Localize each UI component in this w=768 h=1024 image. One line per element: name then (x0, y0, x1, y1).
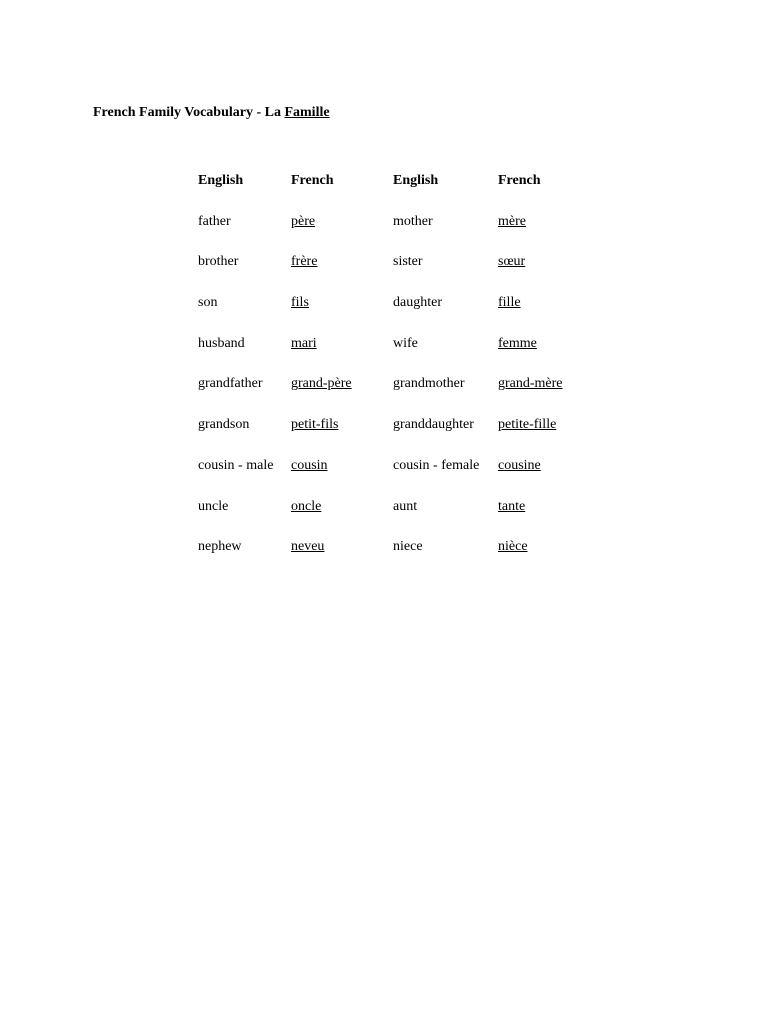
english-word: wife (393, 335, 418, 351)
french-word: grand-mère (498, 376, 563, 392)
french-word: mari (291, 335, 317, 351)
english-word: brother (198, 254, 239, 270)
english-word: daughter (393, 295, 442, 311)
french-word: grand-père (291, 376, 352, 392)
french-word: neveu (291, 539, 325, 555)
french-word: tante (498, 498, 526, 514)
french-word: femme (498, 335, 537, 351)
english-word: grandfather (198, 376, 263, 392)
french-word: nièce (498, 539, 528, 555)
english-word: sister (393, 254, 423, 270)
english-word: grandson (198, 417, 250, 433)
french-word: père (291, 213, 316, 229)
header-english-1: English (198, 173, 244, 188)
header-french-2: French (498, 173, 541, 188)
english-word: nephew (198, 539, 242, 555)
french-word: oncle (291, 498, 322, 514)
french-word: frère (291, 254, 318, 270)
french-word: mère (498, 213, 526, 229)
header-french-1: French (291, 173, 334, 188)
header-english-2: English (393, 173, 439, 188)
french-word: cousin (291, 457, 328, 473)
english-word: husband (198, 335, 245, 351)
english-word: cousin - female (393, 457, 480, 473)
english-word: uncle (198, 498, 229, 514)
english-word: niece (393, 539, 423, 555)
french-word: sœur (498, 254, 526, 270)
french-word: cousine (498, 457, 541, 473)
french-word: fille (498, 295, 521, 311)
page-title (93, 105, 330, 121)
english-word: aunt (393, 498, 418, 514)
english-word: granddaughter (393, 417, 474, 433)
french-word: petite-fille (498, 417, 557, 433)
english-word: father (198, 213, 231, 229)
english-word: mother (393, 213, 433, 229)
english-word: son (198, 295, 218, 311)
title-underlined-word: Famille (284, 105, 330, 120)
french-word: petit-fils (291, 417, 339, 433)
english-word: grandmother (393, 376, 465, 392)
english-word: cousin - male (198, 457, 274, 473)
title-prefix: French Family Vocabulary - La (93, 105, 285, 120)
french-word: fils (291, 295, 309, 311)
